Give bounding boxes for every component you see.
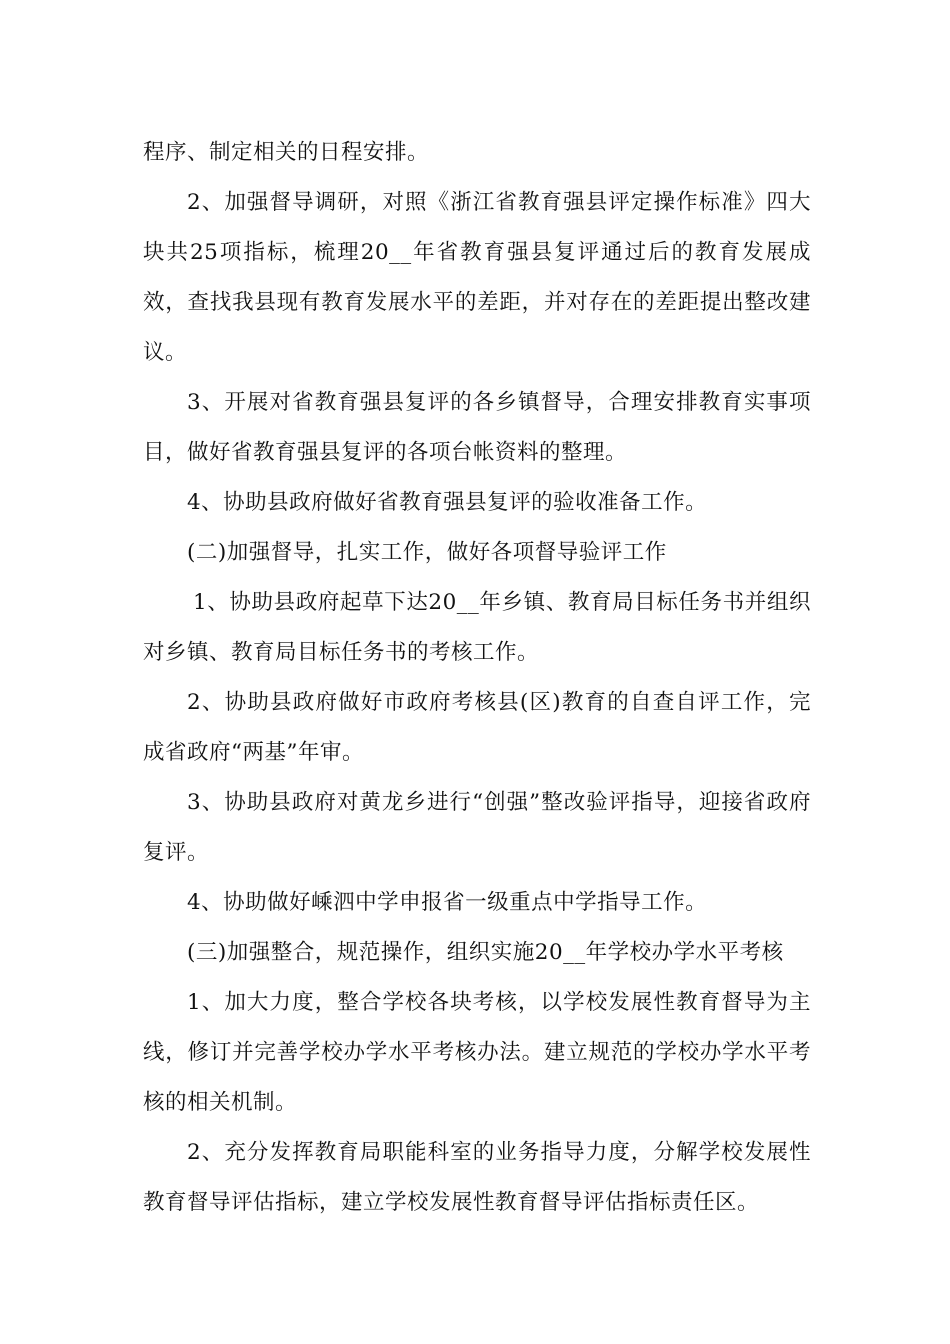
paragraph-item-1-integration: 1、加大力度，整合学校各块考核，以学校发展性教育督导为主线，修订并完善学校办学水平考核办法。建立规范的学校办学水平考核的相关机制。: [143, 990, 811, 1115]
paragraph-item-3-huanglong: 3、协助县政府对黄龙乡进行“创强”整改验评指导，迎接省政府复评。: [143, 790, 811, 865]
section-heading-2: (二)加强督导，扎实工作，做好各项督导验评工作: [187, 540, 667, 565]
paragraph-item-2-self-evaluation: 2、协助县政府做好市政府考核县(区)教育的自查自评工作，完成省政府“两基”年审。: [143, 690, 811, 765]
paragraph-item-4-acceptance-prep: 4、协助县政府做好省教育强县复评的验收准备工作。: [187, 490, 708, 515]
paragraph-continuation: 程序、制定相关的日程安排。: [143, 140, 430, 165]
paragraph-item-4-shengsi-school: 4、协助做好嵊泗中学申报省一级重点中学指导工作。: [187, 890, 708, 915]
paragraph-item-2-research: 2、加强督导调研，对照《浙江省教育强县评定操作标准》四大块共25项指标，梳理20__年省教育强县复评通过后的教育发展成效，查找我县现有教育发展水平的差距，并对存在的差距提出整改建议。: [143, 190, 811, 365]
paragraph-item-2-guidance: 2、充分发挥教育局职能科室的业务指导力度，分解学校发展性教育督导评估指标，建立学校发展性教育督导评估指标责任区。: [143, 1140, 811, 1215]
section-heading-3: (三)加强整合，规范操作，组织实施20__年学校办学水平考核: [187, 940, 784, 965]
paragraph-item-1-target-tasks: 1、协助县政府起草下达20__年乡镇、教育局目标任务书并组织对乡镇、教育局目标任务书的考核工作。: [143, 590, 811, 665]
document-body: [143, 128, 811, 1228]
paragraph-item-3-township-supervision: 3、开展对省教育强县复评的各乡镇督导，合理安排教育实事项目，做好省教育强县复评的各项台帐资料的整理。: [143, 390, 811, 465]
